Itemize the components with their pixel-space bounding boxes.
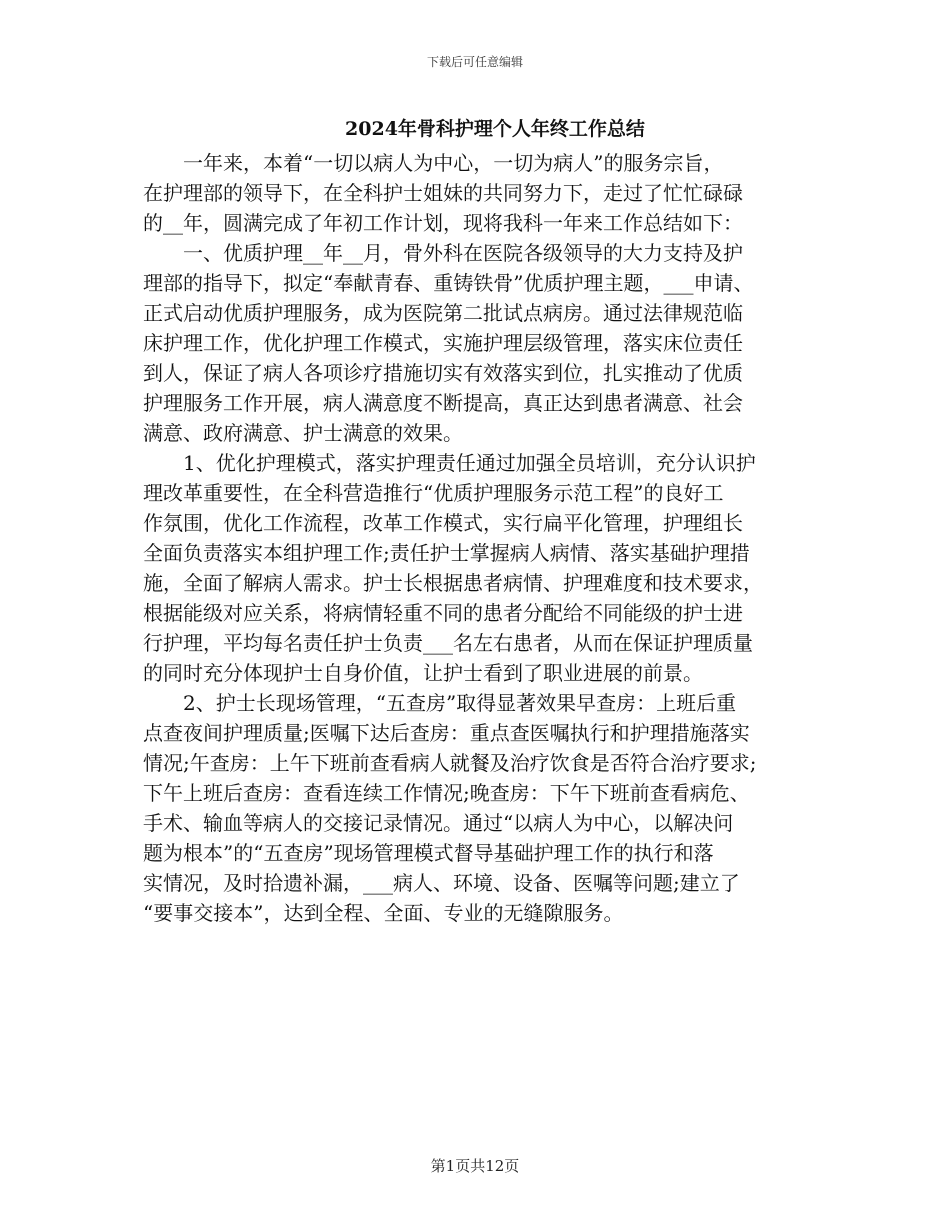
text-line: 点查夜间护理质量;医嘱下达后查房：重点查医嘱执行和护理措施落实 (143, 721, 750, 745)
text-line: 根据能级对应关系，将病情轻重不同的患者分配给不同能级的护士进 (143, 601, 743, 625)
text-line: “要事交接本”，达到全程、全面、专业的无缝隙服务。 (143, 901, 624, 925)
text-line: 行护理，平均每名责任护士负责___名左右患者，从而在保证护理质量 (143, 631, 753, 655)
text-line: 在护理部的领导下，在全科护士姐妹的共同努力下，走过了忙忙碌碌 (143, 181, 743, 205)
text-line: 理改革重要性，在全科营造推行“优质护理服务示范工程”的良好工 (143, 481, 724, 505)
text-line: 施，全面了解病人需求。护士长根据患者病情、护理难度和技术要求， (143, 571, 763, 595)
header-note: 下载后可任意编辑 (426, 55, 523, 69)
text-line: 手术、输血等病人的交接记录情况。通过“以病人为中心，以解决问 (143, 811, 734, 835)
text-line: 满意、政府满意、护士满意的效果。 (143, 421, 463, 445)
paragraph-nursing-model (143, 448, 823, 688)
text-line: 作氛围，优化工作流程，改革工作模式，实行扁平化管理，护理组长 (143, 511, 743, 535)
text-line: 1、优化护理模式，落实护理责任通过加强全员培训，充分认识护 (183, 451, 756, 475)
text-line: 一年来，本着“一切以病人为中心，一切为病人”的服务宗旨， (183, 151, 724, 175)
text-line: 理部的指导下，拟定“奉献青春、重铸铁骨”优质护理主题，___申请、 (143, 271, 754, 295)
document-title: 2024年骨科护理个人年终工作总结 (345, 118, 645, 140)
text-line: 情况;午查房：上午下班前查看病人就餐及治疗饮食是否符合治疗要求; (143, 751, 757, 775)
text-line: 到人，保证了病人各项诊疗措施切实有效落实到位，扎实推动了优质 (143, 361, 743, 385)
document-body (143, 148, 823, 928)
text-line: 下午上班后查房：查看连续工作情况;晚查房：下午下班前查看病危、 (143, 781, 750, 805)
paragraph-quality-nursing (143, 238, 823, 448)
paragraph-intro (143, 148, 823, 238)
text-line: 正式启动优质护理服务，成为医院第二批试点病房。通过法律规范临 (143, 301, 743, 325)
text-line: 的同时充分体现护士自身价值，让护士看到了职业进展的前景。 (143, 661, 703, 685)
text-line: 题为根本”的“五查房”现场管理模式督导基础护理工作的执行和落 (143, 841, 714, 865)
text-line: 床护理工作，优化护理工作模式，实施护理层级管理，落实床位责任 (143, 331, 743, 355)
text-line: 一、优质护理__年__月，骨外科在医院各级领导的大力支持及护 (183, 241, 743, 265)
paragraph-head-nurse-rounds (143, 688, 823, 928)
text-line: 实情况，及时拾遗补漏，___病人、环境、设备、医嘱等问题;建立了 (143, 871, 740, 895)
text-line: 的__年，圆满完成了年初工作计划，现将我科一年来工作总结如下： (143, 211, 743, 235)
text-line: 2、护士长现场管理，“五查房”取得显著效果早查房：上班后重 (183, 691, 737, 715)
text-line: 全面负责落实本组护理工作;责任护士掌握病人病情、落实基础护理措 (143, 541, 750, 565)
text-line: 护理服务工作开展，病人满意度不断提高，真正达到患者满意、社会 (143, 391, 743, 415)
page-number: 第1页共12页 (430, 1157, 520, 1175)
